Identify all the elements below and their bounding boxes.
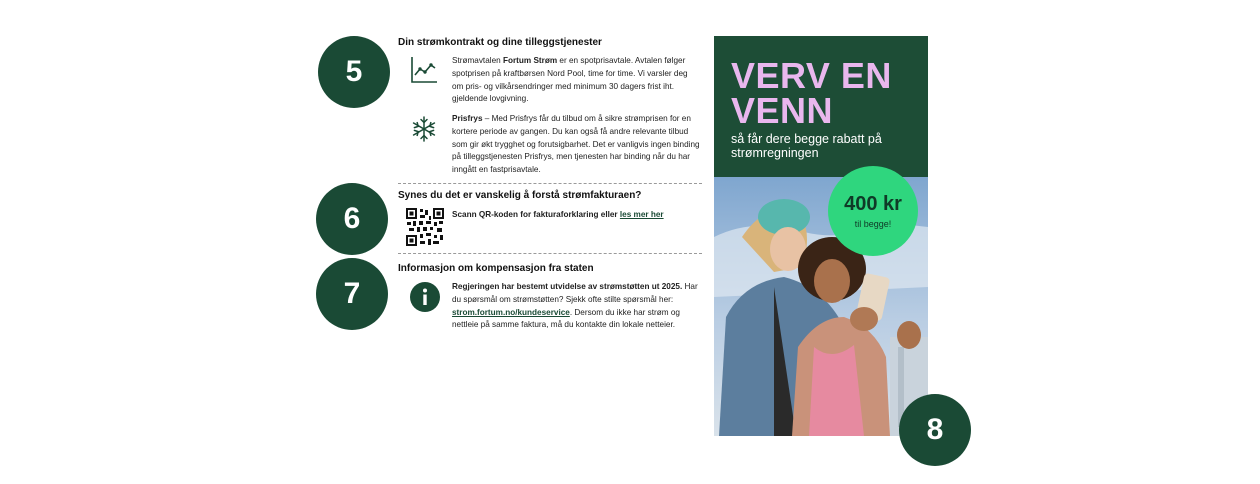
compensation-heading: Informasjon om kompensasjon fra staten <box>398 263 594 274</box>
divider <box>398 253 702 254</box>
chart-line-icon <box>410 56 438 89</box>
snowflake-icon <box>410 115 438 148</box>
invoice-help-heading: Synes du det er vanskelig å forstå strømfakturaen? <box>398 190 642 201</box>
discount-amount: 400 kr <box>844 193 902 215</box>
discount-note: til begge! <box>854 219 892 229</box>
qr-code-icon <box>406 208 444 251</box>
contract-description: Strømavtalen Fortum Strøm er en spotprisavtale. Avtalen følger spotprisen på kraftbørsen Nord Pool, time for time. Vi varsler deg om pris- og vilkårsendringer med minimum 30 dagers frist iht. gjeldende lovgivning. <box>452 56 688 104</box>
step-number-5: 5 <box>318 36 390 108</box>
step-number-7: 7 <box>316 258 388 330</box>
customer-service-link[interactable]: strom.fortum.no/kundeservice <box>452 307 570 317</box>
qr-instruction: Scann QR-koden for fakturaforklaring eller les mer her <box>452 210 664 219</box>
refer-a-friend-banner[interactable] <box>714 36 928 436</box>
divider <box>398 183 702 184</box>
discount-badge <box>828 166 918 256</box>
step-number-8: 8 <box>899 394 971 466</box>
prisfrys-description: Prisfrys – Med Prisfrys får du tilbud om å sikre strømprisen for en kortere periode av gangen. Du kan også få andre relevante tilbud som gir økt trygghet og forutsigbarhet. Det er vanligvis ingen binding på tilleggstjenesten Prisfrys, men tjenesten har binding når du har inngått en fastprisavtale. <box>452 114 700 175</box>
promo-subtitle: så får dere begge rabatt på strømregningen <box>731 132 882 160</box>
compensation-description: Regjeringen har bestemt utvidelse av strømstøtten ut 2025. Har du spørsmål om strømstøtten? Sjekk ofte stilte spørsmål her: strom.fortum.no/kundeservice. Dersom du ikke har strøm og nettleie på samme faktura, må du kontakte din lokale netteier. <box>452 282 698 330</box>
contract-heading: Din strømkontrakt og dine tilleggstjenester <box>398 37 602 48</box>
step-number-6: 6 <box>316 183 388 255</box>
read-more-link[interactable]: les mer her <box>619 210 664 219</box>
info-icon <box>410 282 440 317</box>
promo-title: VERV EN VENN <box>731 55 892 131</box>
